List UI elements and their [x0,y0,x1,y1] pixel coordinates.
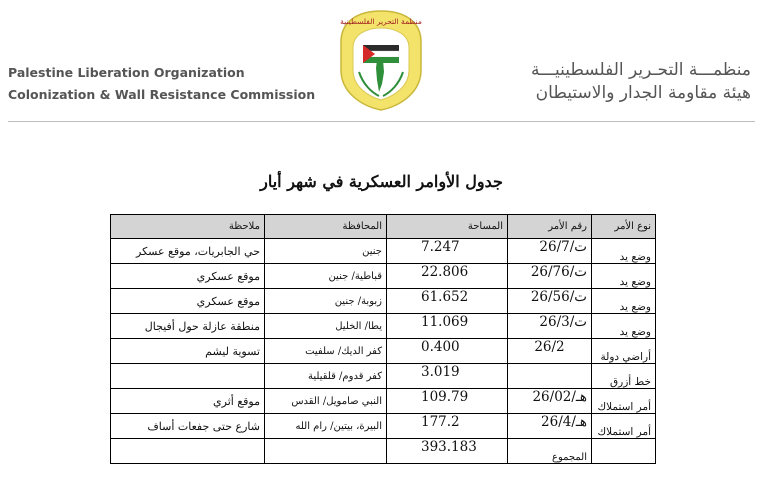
cell-governorate: قباطية/ جنين [265,264,387,289]
table-row [111,314,656,339]
cell-note: تسوية ليشم [111,339,265,364]
table-header-row [111,215,656,239]
cell-empty [265,439,387,464]
document-title: جدول الأوامر العسكرية في شهر أيار [260,172,503,191]
cell-area: 61.652 [387,289,508,314]
cell-order-number: ت/26/3 [508,314,592,339]
cell-empty [592,439,656,464]
cell-governorate: النبي صامويل/ القدس [265,389,387,414]
cell-type: وضع يد [592,289,656,314]
header-governorate: المحافظة [265,215,387,239]
cell-note: منطقة عازلة حول أفيجال [111,314,265,339]
table-row [111,239,656,264]
cell-governorate: يطا/ الخليل [265,314,387,339]
cell-area: 11.069 [387,314,508,339]
cell-governorate: البيرة، بيتين/ رام الله [265,414,387,439]
cell-order-number: ت/26/7 [508,239,592,264]
cell-note: موقع أثري [111,389,265,414]
table-row [111,339,656,364]
cell-type: أراضي دولة [592,339,656,364]
commission-name-ar: هيئة مقاومة الجدار والاستيطان [535,83,751,103]
header-area: المساحة [387,215,508,239]
header-type: نوع الأمر [592,215,656,239]
cell-governorate: كفر قدوم/ قلقيلية [265,364,387,389]
military-orders-table [110,214,656,464]
table-row [111,389,656,414]
cell-governorate: جنين [265,239,387,264]
cell-type: وضع يد [592,314,656,339]
cell-order-number [508,364,592,389]
logo-lettering: منظمة التحرير الفلسطينية [340,17,422,26]
table-row [111,414,656,439]
cell-note: موقع عسكري [111,264,265,289]
cell-type: وضع يد [592,264,656,289]
cell-order-number: هـ/26/4 [508,414,592,439]
header-divider [8,121,755,122]
cell-order-number: هـ/26/02 [508,389,592,414]
cell-type: وضع يد [592,239,656,264]
plo-emblem-logo [337,8,425,112]
cell-note: شارع حتى جفعات أساف [111,414,265,439]
org-name-en: Palestine Liberation Organization [8,65,245,80]
cell-note: حي الجابريات، موقع عسكر [111,239,265,264]
cell-type: أمر استملاك [592,414,656,439]
cell-governorate: زبوبة/ جنين [265,289,387,314]
cell-area: 177.2 [387,414,508,439]
header-order-number: رقم الأمر [508,215,592,239]
cell-area: 22.806 [387,264,508,289]
org-name-ar: منظمـــة التحـرير الفلسطينيـــة [530,60,751,80]
cell-note [111,364,265,389]
total-label: المجموع [508,439,592,464]
table-row [111,289,656,314]
total-row [111,439,656,464]
cell-note: موقع عسكري [111,289,265,314]
cell-area: 7.247 [387,239,508,264]
cell-area: 3.019 [387,364,508,389]
header-note: ملاحظة [111,215,265,239]
cell-area: 109.79 [387,389,508,414]
cell-order-number: ت/26/56 [508,289,592,314]
cell-type: خط أزرق [592,364,656,389]
table-row [111,364,656,389]
table-row [111,264,656,289]
total-area: 393.183 [387,439,508,464]
cell-governorate: كفر الديك/ سلفيت [265,339,387,364]
cell-area: 0.400 [387,339,508,364]
cell-order-number: ت/26/76 [508,264,592,289]
cell-empty [111,439,265,464]
commission-name-en: Colonization & Wall Resistance Commission [8,87,316,102]
cell-order-number: 26/2 [508,339,592,364]
cell-type: أمر استملاك [592,389,656,414]
